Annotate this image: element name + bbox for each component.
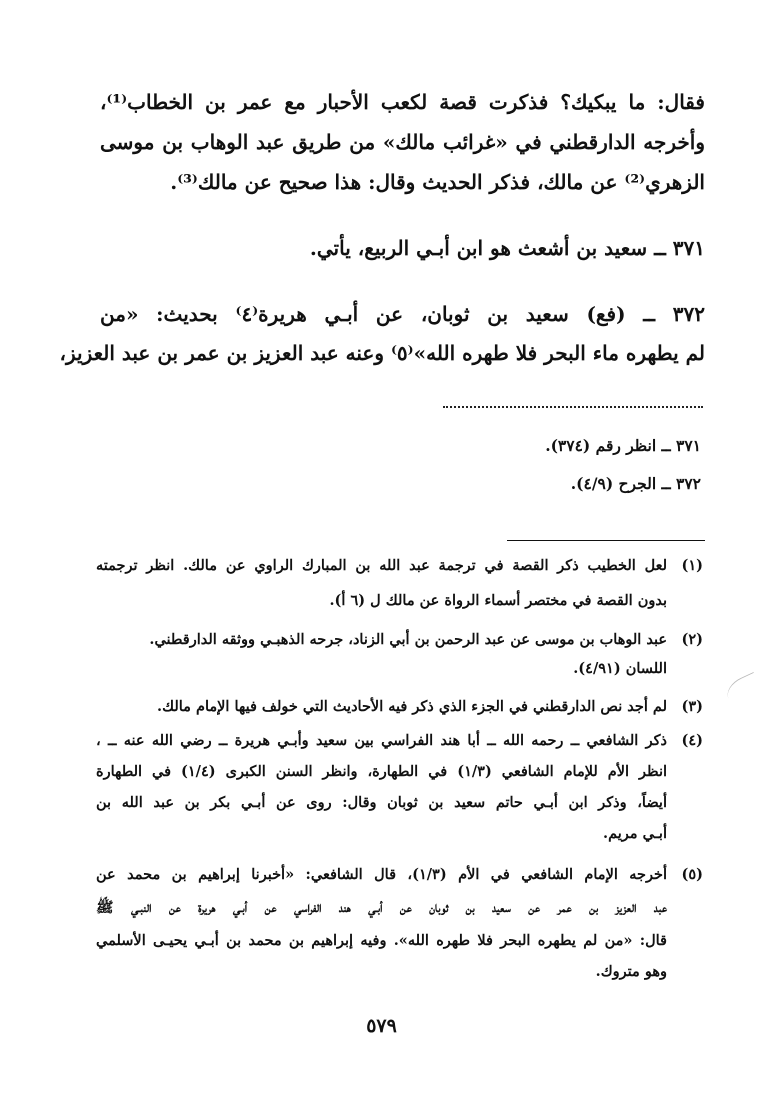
footnote-line: انظر الأم للإمام الشافعي (١/٣) في الطهارة، وانظر السنن الكبرى (١/٤) في الطهارة (96, 763, 668, 780)
main-text-line: الزهري⁽²⁾ عن مالك، فذكر الحديث وقال: هذا صحيح عن مالك⁽³⁾. (170, 170, 705, 194)
footnote-line: لعل الخطيب ذكر القصة في ترجمة عبد الله بن المبارك الراوي عن مالك. انظر ترجمته (96, 557, 667, 574)
footnote-line: قال: «من لم يطهره البحر فلا طهره الله». وفيه إبراهيم بن محمد بن أبـي يحيـى الأسلمي (96, 932, 667, 949)
footnote-line: بدون القصة في مختصر أسماء الرواة عن مالك ل (٦ أ). (329, 592, 667, 609)
entry-371: ٣٧١ ــ سعيد بن أشعث هو ابن أبـي الربيع، يأتي. (309, 236, 705, 260)
main-text-line: وأخرجه الدارقطني في «غرائب مالك» من طريق عبد الوهاب بن موسى (100, 130, 705, 154)
main-text-line: فقال: ما يبكيك؟ فذكرت قصة لكعب الأحبار مع عمر بن الخطاب⁽¹⁾، (100, 90, 705, 114)
entry-372-line: لم يطهره ماء البحر فلا طهره الله»⁽٥⁾ وعنه عبد العزيز بن عمر بن عبد العزيز، (59, 341, 705, 365)
footnote-number: (٢) (681, 631, 703, 648)
footnote-number: (٤) (681, 732, 703, 749)
footnote-rule (507, 540, 705, 541)
footnote-number: (١) (681, 557, 703, 574)
footnote-line: عبد العزيز بن عمر عن سعيد بن ثوبان عن أبـي هند الفراسي عن أبـي هريرة عن النبـي ﷺ (96, 899, 667, 916)
footnote-line: أبـي مريم. (603, 825, 667, 842)
footnote-line: أيضاً، وذكر ابن أبـي حاتم سعيد بن ثوبان وقال: روى عن أبـي بكر بن عبد الله بن (96, 794, 667, 811)
side-note-371: ٣٧١ ــ انظر رقم (٣٧٤). (545, 436, 701, 455)
footnote-number: (٣) (681, 698, 703, 715)
side-note-372: ٣٧٢ ــ الجرح (٤/٩). (570, 474, 701, 493)
footnote-line: اللسان (٤/٩١). (573, 660, 667, 677)
footnote-number: (٥) (681, 866, 703, 883)
footnote-line: أخرجه الإمام الشافعي في الأم (١/٣)، قال الشافعي: «أخبرنا إبراهيم بن محمد عن (96, 866, 667, 883)
footnote-line: وهو متروك. (595, 963, 667, 980)
footnote-line: عبد الوهاب بن موسى عن عبد الرحمن بن أبي الزناد، جرحه الذهبـي ووثقه الدارقطني. (149, 631, 667, 648)
scan-artifact (723, 672, 763, 707)
footnote-line: لم أجد نص الدارقطني في الجزء الذي ذكر فيه الأحاديث التي خولف فيها الإمام مالك. (157, 698, 667, 715)
entry-372-line: ٣٧٢ ــ (فع) سعيد بن ثوبان، عن أبـي هريرة⁽٤⁾ بحديث: «من (100, 302, 705, 326)
footnote-line: ذكر الشافعي ــ رحمه الله ــ أبا هند الفراسي بين سعيد وأبـي هريرة ــ رضي الله عنه ــ ، (96, 732, 667, 749)
page-number: ٥٧٩ (366, 1015, 397, 1037)
dotted-separator (443, 406, 703, 408)
